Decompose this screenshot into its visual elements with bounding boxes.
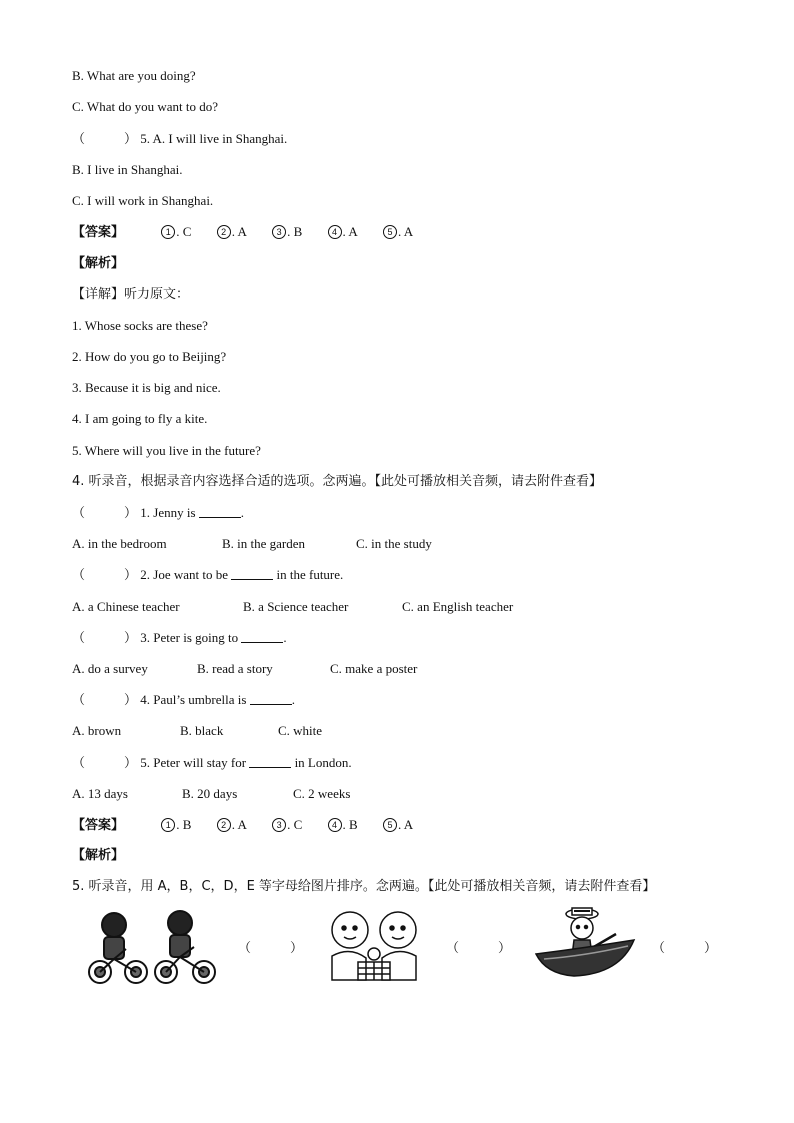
picture-answer-paren: （ ） — [446, 940, 512, 955]
answer-paren: （ ） — [72, 630, 138, 645]
option-a: A. in the bedroom — [72, 536, 167, 551]
answer-row — [72, 224, 435, 241]
option-b: B. 20 days — [182, 786, 238, 801]
answer-item — [272, 817, 302, 833]
transcript-line: 3. Because it is big and nice. — [72, 380, 221, 395]
detail-label: 【详解】听力原文： — [72, 287, 190, 302]
transcript-line: 2. How do you go to Beijing? — [72, 349, 227, 364]
option-a: A. brown — [72, 723, 122, 738]
option-c: C. make a poster — [330, 661, 418, 676]
question-text-end: in London. — [291, 755, 352, 770]
options-row — [72, 599, 513, 615]
answer-paren: （ ） — [72, 567, 138, 582]
question-text: 4. Paul’s umbrella is — [140, 692, 250, 707]
options-row — [72, 536, 432, 552]
section-title: 4. 听录音，根据录音内容选择合适的选项。念两遍。【此处可播放相关音频，请去附件查看】 — [72, 474, 603, 489]
answer-paren: （ ） — [72, 505, 138, 520]
option-b: B. read a story — [197, 661, 273, 676]
question-text: 5. Peter will stay for — [140, 755, 250, 770]
option-b: B. black — [180, 723, 224, 738]
option-line: B. What are you doing? — [72, 68, 196, 83]
answer-value: . A — [342, 224, 358, 239]
circled-number: 3 — [272, 225, 286, 239]
options-row — [72, 786, 350, 802]
option-c: C. in the study — [356, 536, 432, 551]
transcript-line: 4. I am going to fly a kite. — [72, 411, 208, 426]
question-row — [72, 567, 343, 583]
answer-item — [161, 224, 191, 240]
question-text: 5. A. I will live in Shanghai. — [140, 131, 288, 146]
answer-value: . C — [176, 224, 192, 239]
option-a: A. 13 days — [72, 786, 128, 801]
question-text-end: in the future. — [273, 567, 344, 582]
option-a: A. do a survey — [72, 661, 148, 676]
option-b: B. a Science teacher — [243, 599, 349, 614]
answer-item — [328, 817, 358, 833]
kids-riding-bikes-picture — [84, 905, 220, 987]
question-text: 2. Joe want to be — [140, 567, 232, 582]
answer-paren: （ ） — [72, 755, 138, 770]
question-row — [72, 630, 287, 646]
circled-number: 4 — [328, 225, 342, 239]
answer-item — [272, 224, 302, 240]
question-text-end: . — [291, 692, 295, 707]
question-text-end: . — [283, 630, 287, 645]
fill-blank[interactable] — [250, 693, 292, 705]
answer-value: . B — [287, 224, 303, 239]
kid-rowing-boat-picture — [534, 904, 638, 980]
options-row — [72, 661, 417, 677]
transcript-line: 5. Where will you live in the future? — [72, 443, 261, 458]
answer-item — [217, 224, 247, 240]
question-row — [72, 505, 244, 521]
analysis-label: 【解析】 — [72, 256, 125, 271]
question-row — [72, 131, 287, 147]
question-row — [72, 755, 352, 771]
transcript-line: 1. Whose socks are these? — [72, 318, 208, 333]
circled-number: 3 — [272, 818, 286, 832]
kids-playing-chess-picture — [322, 906, 426, 984]
circled-number: 1 — [161, 225, 175, 239]
option-line: C. What do you want to do? — [72, 99, 218, 114]
picture-answer-paren: （ ） — [238, 940, 304, 955]
answer-row — [72, 817, 435, 834]
answer-paren: （ ） — [72, 692, 138, 707]
answer-label: 【答案】 — [72, 818, 125, 833]
answer-item — [383, 224, 413, 240]
option-c: C. 2 weeks — [293, 786, 351, 801]
answer-item — [383, 817, 413, 833]
answer-value: . A — [397, 817, 414, 832]
answer-value: . B — [342, 817, 358, 832]
option-a: A. a Chinese teacher — [72, 599, 180, 614]
analysis-label: 【解析】 — [72, 848, 125, 863]
question-text: 1. Jenny is — [140, 505, 199, 520]
question-row — [72, 692, 295, 708]
answer-value: . B — [176, 817, 192, 832]
answer-item — [217, 817, 247, 833]
option-line: C. I will work in Shanghai. — [72, 193, 214, 208]
option-line: B. I live in Shanghai. — [72, 162, 183, 177]
answer-value: . A — [397, 224, 414, 239]
answer-value: . A — [231, 224, 247, 239]
circled-number: 5 — [383, 818, 397, 832]
fill-blank[interactable] — [199, 506, 241, 518]
circled-number: 2 — [217, 818, 231, 832]
answer-item — [328, 224, 358, 240]
circled-number: 5 — [383, 225, 397, 239]
section-title: 5. 听录音，用 A，B，C，D，E 等字母给图片排序。念两遍。【此处可播放相关音频，请去附件查看】 — [72, 879, 656, 894]
question-text-end: . — [240, 505, 245, 520]
options-row — [72, 723, 322, 739]
answer-value: . A — [231, 817, 247, 832]
option-c: C. an English teacher — [402, 599, 514, 614]
circled-number: 4 — [328, 818, 342, 832]
answer-item — [161, 817, 191, 833]
fill-blank[interactable] — [231, 568, 273, 580]
circled-number: 2 — [217, 225, 231, 239]
question-text: 3. Peter is going to — [140, 630, 242, 645]
circled-number: 1 — [161, 818, 175, 832]
option-b: B. in the garden — [222, 536, 306, 551]
answer-label: 【答案】 — [72, 225, 125, 240]
fill-blank[interactable] — [241, 631, 283, 643]
picture-answer-paren: （ ） — [652, 940, 718, 955]
fill-blank[interactable] — [249, 756, 291, 768]
answer-paren: （ ） — [72, 131, 138, 146]
option-c: C. white — [278, 723, 323, 738]
answer-value: . C — [287, 817, 303, 832]
